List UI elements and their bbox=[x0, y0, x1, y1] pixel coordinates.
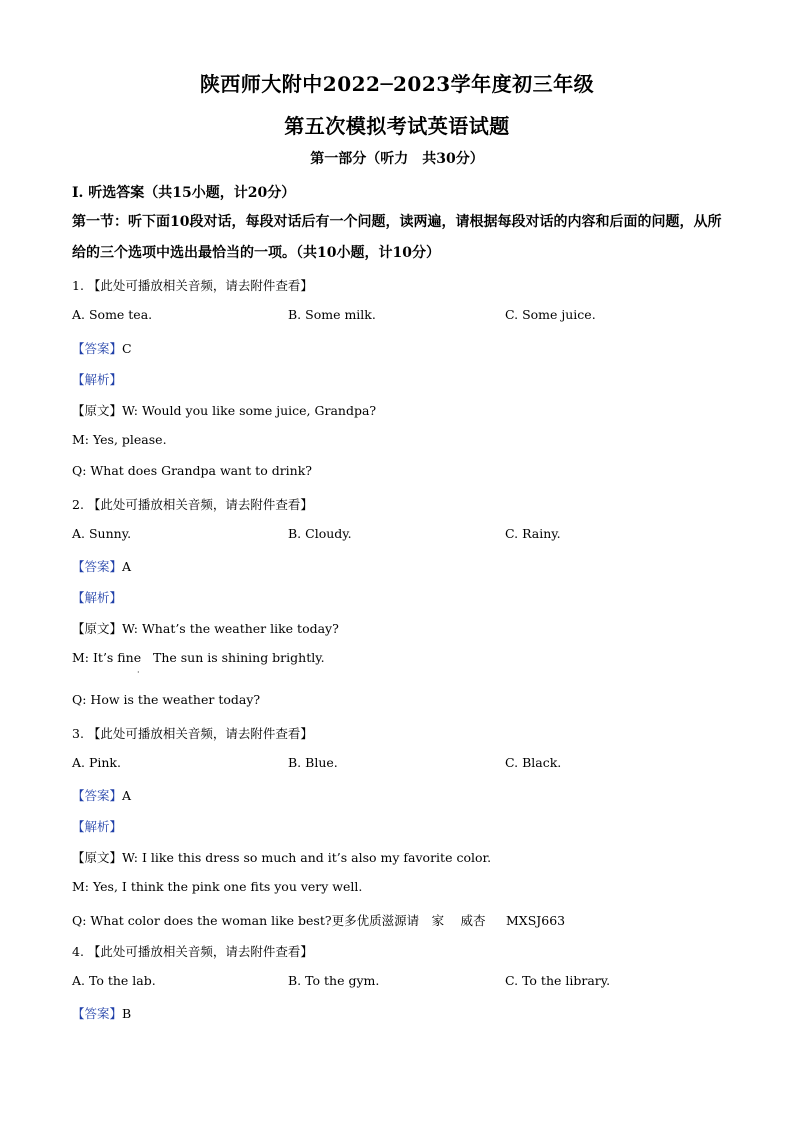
option-c: C. Rainy. bbox=[505, 526, 561, 541]
answer-value: A bbox=[122, 788, 132, 803]
question-prompt: 1. 【此处可播放相关音频，请去附件查看】 bbox=[72, 278, 313, 293]
transcript-line: Q: What color does the woman like best?更多优质滋源请 家 威杏 MXSJ663 bbox=[72, 913, 566, 928]
original-label: 【原文】 bbox=[72, 850, 123, 865]
stray-dot: · bbox=[137, 668, 140, 677]
original-row bbox=[72, 401, 732, 419]
question-prompt: 4. 【此处可播放相关音频，请去附件查看】 bbox=[72, 944, 313, 959]
option-a: A. Pink. bbox=[72, 755, 121, 770]
answer-row bbox=[72, 339, 732, 357]
section-instruction: 第一节：听下面10段对话，每段对话后有一个问题，读两遍，请根据每段对话的内容和后面的问题，从所给的三个选项中选出最恰当的一项。（共10小题，计10分） bbox=[72, 214, 722, 261]
option-c: C. To the library. bbox=[505, 973, 611, 988]
option-b: B. Some milk. bbox=[288, 307, 376, 322]
answer-value: B bbox=[122, 1006, 132, 1021]
original-label: 【原文】 bbox=[72, 621, 123, 636]
original-label: 【原文】 bbox=[72, 403, 123, 418]
page-subtitle: 第五次模拟考试英语试题 bbox=[284, 114, 510, 138]
analysis-label: 【解析】 bbox=[72, 590, 123, 605]
page-title: 陕西师大附中2022─2023学年度初三年级 bbox=[199, 72, 595, 96]
answer-row bbox=[72, 1004, 732, 1022]
question-options bbox=[72, 526, 732, 544]
question-options bbox=[72, 973, 732, 991]
section-heading: I. 听选答案（共15小题，计20分） bbox=[72, 185, 296, 201]
answer-value: C bbox=[122, 341, 132, 356]
analysis-label: 【解析】 bbox=[72, 372, 123, 387]
part-heading: 第一部分（听力 共30分） bbox=[310, 151, 484, 167]
transcript-line: Q: What does Grandpa want to drink? bbox=[72, 463, 313, 478]
answer-value: A bbox=[122, 559, 132, 574]
transcript-line: M: It’s fine The sun is shining brightly. bbox=[72, 650, 325, 665]
transcript-line: W: Would you like some juice, Grandpa? bbox=[122, 403, 377, 418]
option-b: B. To the gym. bbox=[288, 973, 380, 988]
question-prompt: 2. 【此处可播放相关音频，请去附件查看】 bbox=[72, 497, 313, 512]
option-a: A. To the lab. bbox=[72, 973, 156, 988]
answer-label: 【答案】 bbox=[72, 559, 123, 574]
answer-label: 【答案】 bbox=[72, 1006, 123, 1021]
original-row bbox=[72, 848, 732, 866]
option-b: B. Blue. bbox=[288, 755, 338, 770]
option-c: C. Black. bbox=[505, 755, 562, 770]
transcript-line: W: What’s the weather like today? bbox=[122, 621, 339, 636]
answer-row bbox=[72, 557, 732, 575]
option-a: A. Some tea. bbox=[72, 307, 153, 322]
transcript-line: M: Yes, please. bbox=[72, 432, 167, 447]
option-a: A. Sunny. bbox=[72, 526, 132, 541]
analysis-label: 【解析】 bbox=[72, 819, 123, 834]
original-row bbox=[72, 619, 732, 637]
option-b: B. Cloudy. bbox=[288, 526, 352, 541]
question-options bbox=[72, 307, 732, 325]
answer-label: 【答案】 bbox=[72, 341, 123, 356]
transcript-line: W: I like this dress so much and it’s also my favorite color. bbox=[122, 850, 492, 865]
question-options bbox=[72, 755, 732, 773]
question-prompt: 3. 【此处可播放相关音频，请去附件查看】 bbox=[72, 726, 313, 741]
answer-row bbox=[72, 786, 732, 804]
transcript-line: Q: How is the weather today? bbox=[72, 692, 261, 707]
transcript-line: M: Yes, I think the pink one fits you very well. bbox=[72, 879, 363, 894]
option-c: C. Some juice. bbox=[505, 307, 596, 322]
answer-label: 【答案】 bbox=[72, 788, 123, 803]
